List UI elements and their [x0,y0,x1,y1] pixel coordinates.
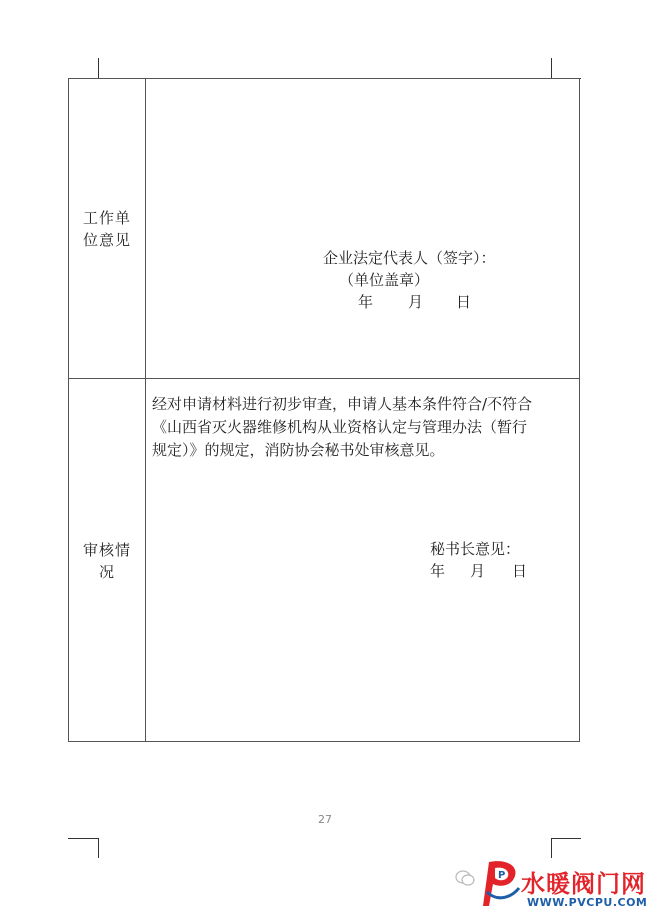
watermark-title: 水暖阀门网 [521,870,646,898]
watermark [455,858,648,914]
review-date-year: 年 [430,562,446,580]
review-status-label: 审核情 况 [82,541,131,581]
page-number: 27 [318,813,332,826]
review-date-day: 日 [512,562,528,580]
unit-seal-line: （单位盖章） [339,271,430,289]
wechat-icon [455,870,475,886]
secretary-general-opinion-line: 秘书长意见： [430,540,521,558]
review-body-text: 经对申请材料进行初步审查，申请人基本条件符合/不符合 《山西省灭火器维修机构从业资格认定与管理办法（暂行 规定）》的规定，消防协会秘书处审核意见。 [152,395,533,459]
watermark-url: WWW.PVCPU.COM [527,896,648,909]
pvcpu-logo-icon [483,858,521,910]
svg-text:P: P [498,870,506,881]
work-unit-date-day: 日 [456,293,472,311]
row-divider [69,378,579,379]
work-unit-date-year: 年 [358,293,374,311]
column-divider [145,79,146,741]
review-date-month: 月 [470,562,486,580]
work-unit-date-month: 月 [408,293,424,311]
crop-mark-bottom-right [551,838,552,839]
crop-mark-bottom-left [98,838,99,839]
work-unit-opinion-label: 工作单 位意见 [82,209,131,249]
legal-representative-signature-line: 企业法定代表人（签字）： [323,249,496,267]
